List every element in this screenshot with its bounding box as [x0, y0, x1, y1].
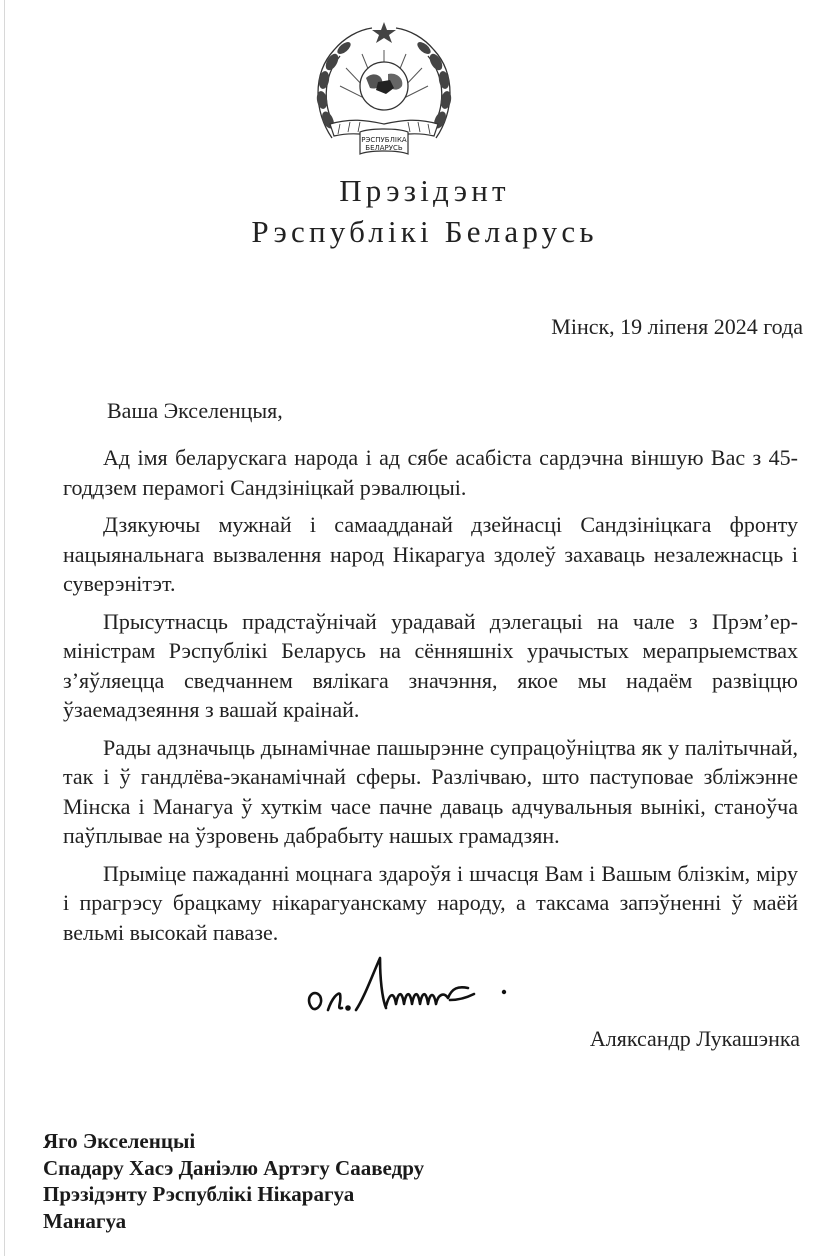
- paragraph: Прыміце пажаданні моцнага здароўя і шчасця Вам і Вашым блізкім, міру і прагрэсу брацкаму нікарагуанскаму народу, а таксама запэўненні ў маёй вельмі высокай павазе.: [63, 860, 798, 945]
- addressee-line: Яго Экселенцыі: [43, 1129, 196, 1153]
- addressee-line: Манагуа: [43, 1208, 127, 1233]
- signer-name: Аляксандр Лукашэнка: [589, 1026, 800, 1051]
- addressee-line: Спадару Хасэ Даніэлю Артэгу Сааведру: [43, 1155, 425, 1180]
- paragraph: Прысутнасць прадстаўнічай урадавай дэлегацыі на чале з Прэм’ер-міністрам Рэспублікі Беларусь на сённяшніх урачыстых мерапрыемствах з’яўляецца сведчаннем вялікага значэння, якое мы надаём развіццю ўзаемадзеяння з вашай краінай.: [63, 608, 798, 722]
- paragraph: Рады адзначыць дынамічнае пашырэнне супрацоўніцтва як у палітычнай, так і ў гандлёва-эканамічнай сферы. Разлічваю, што паступовае збліжэнне Мінска і Манагуа ў хуткім часе пачне даваць адчувальныя вынікі, станоўча паўплывае на ўзровень дабрабыту нашых грамадзян.: [63, 734, 798, 848]
- belarus-state-emblem-icon: [310, 20, 458, 162]
- paragraph: Ад імя беларускага народа і ад сябе асабіста сардэчна віншую Вас з 45-годдзем перамогі Сандзініцкай рэвалюцыі.: [63, 445, 798, 500]
- paragraph: Дзякуючы мужнай і самаадданай дзейнасці Сандзініцкага фронту нацыянальнага вызвалення народ Нікарагуа здолеў захаваць незалежнасць і суверэнітэт.: [63, 512, 798, 596]
- letter-date: Мінск, 19 ліпеня 2024 года: [551, 314, 803, 339]
- handwritten-signature-icon: [298, 948, 548, 1028]
- salutation: Ваша Экселенцыя,: [107, 398, 283, 423]
- addressee-line: Прэзідэнту Рэспублікі Нікарагуа: [43, 1182, 355, 1206]
- svg-text:БЕЛАРУСЬ: БЕЛАРУСЬ: [365, 144, 403, 152]
- letterhead-subtitle: Рэспублікі Беларусь: [251, 214, 598, 249]
- scan-edge-line: [4, 0, 5, 1256]
- addressee-block: [43, 1128, 425, 1233]
- svg-text:РЭСПУБЛІКА: РЭСПУБЛІКА: [361, 136, 407, 144]
- letter-body: [63, 443, 798, 955]
- letterhead-title: Прэзідэнт: [339, 173, 510, 208]
